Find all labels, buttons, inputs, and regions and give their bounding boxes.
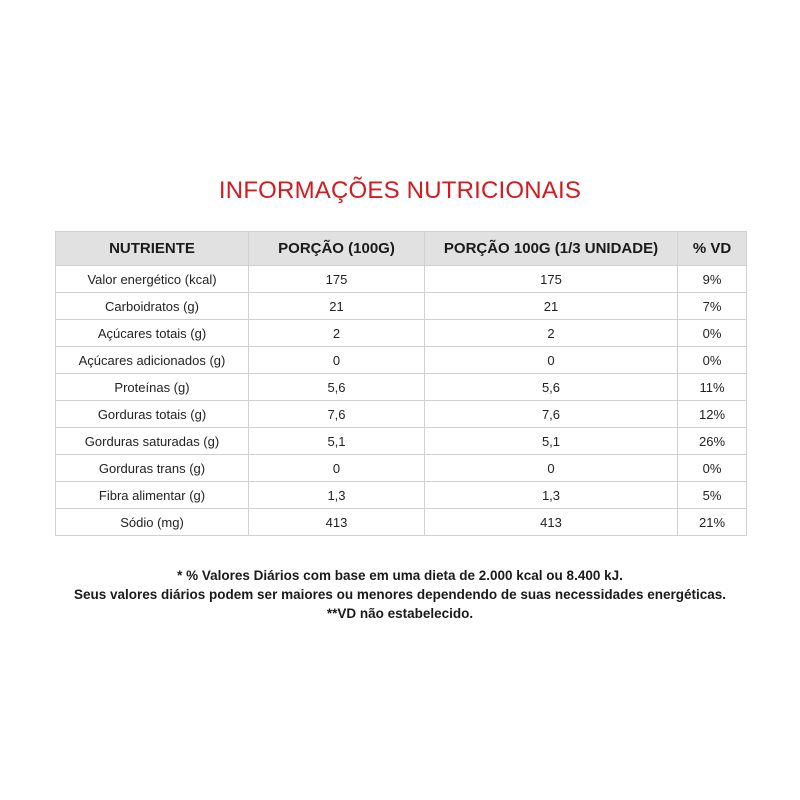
cell-vd: 0% [678, 347, 747, 374]
cell-portion-unit: 413 [425, 509, 678, 536]
table-header-row [56, 232, 747, 266]
cell-nutrient: Valor energético (kcal) [56, 266, 249, 293]
cell-portion-100g: 413 [249, 509, 425, 536]
table-row [56, 482, 747, 509]
cell-portion-unit: 0 [425, 347, 678, 374]
cell-portion-unit: 5,6 [425, 374, 678, 401]
cell-nutrient: Proteínas (g) [56, 374, 249, 401]
table-row [56, 401, 747, 428]
header-vd: % VD [678, 232, 747, 266]
table-row [56, 509, 747, 536]
cell-portion-100g: 5,1 [249, 428, 425, 455]
table-row [56, 347, 747, 374]
cell-vd: 7% [678, 293, 747, 320]
cell-vd: 9% [678, 266, 747, 293]
table-row [56, 293, 747, 320]
cell-nutrient: Açúcares adicionados (g) [56, 347, 249, 374]
cell-portion-100g: 175 [249, 266, 425, 293]
cell-vd: 12% [678, 401, 747, 428]
cell-vd: 26% [678, 428, 747, 455]
cell-portion-unit: 2 [425, 320, 678, 347]
cell-nutrient: Açúcares totais (g) [56, 320, 249, 347]
cell-vd: 21% [678, 509, 747, 536]
page-title: INFORMAÇÕES NUTRICIONAIS [218, 177, 582, 204]
header-porcao-unidade: PORÇÃO 100G (1/3 UNIDADE) [425, 232, 678, 266]
footnote-vd-not-established: **VD não estabelecido. [326, 606, 474, 621]
cell-portion-100g: 0 [249, 455, 425, 482]
cell-vd: 0% [678, 455, 747, 482]
table-row [56, 374, 747, 401]
cell-vd: 5% [678, 482, 747, 509]
footnote-daily-values: * % Valores Diários com base em uma dieta de 2.000 kcal ou 8.400 kJ. [177, 568, 623, 583]
table-row [56, 266, 747, 293]
cell-portion-unit: 7,6 [425, 401, 678, 428]
cell-portion-unit: 1,3 [425, 482, 678, 509]
header-nutriente: NUTRIENTE [56, 232, 249, 266]
table-row [56, 455, 747, 482]
cell-portion-unit: 175 [425, 266, 678, 293]
cell-nutrient: Fibra alimentar (g) [56, 482, 249, 509]
cell-nutrient: Gorduras totais (g) [56, 401, 249, 428]
cell-portion-100g: 2 [249, 320, 425, 347]
cell-portion-100g: 7,6 [249, 401, 425, 428]
cell-nutrient: Sódio (mg) [56, 509, 249, 536]
cell-vd: 0% [678, 320, 747, 347]
cell-nutrient: Gorduras trans (g) [56, 455, 249, 482]
table-row [56, 428, 747, 455]
cell-portion-100g: 21 [249, 293, 425, 320]
cell-vd: 11% [678, 374, 747, 401]
cell-portion-unit: 21 [425, 293, 678, 320]
footnote-energy-needs: Seus valores diários podem ser maiores ou menores dependendo de suas necessidades energéticas. [73, 587, 726, 602]
cell-portion-100g: 1,3 [249, 482, 425, 509]
cell-portion-100g: 5,6 [249, 374, 425, 401]
header-porcao-100g: PORÇÃO (100G) [249, 232, 425, 266]
nutrition-table [55, 231, 747, 536]
table-row [56, 320, 747, 347]
cell-portion-unit: 5,1 [425, 428, 678, 455]
cell-nutrient: Carboidratos (g) [56, 293, 249, 320]
cell-portion-100g: 0 [249, 347, 425, 374]
cell-portion-unit: 0 [425, 455, 678, 482]
footnotes [0, 566, 800, 623]
cell-nutrient: Gorduras saturadas (g) [56, 428, 249, 455]
